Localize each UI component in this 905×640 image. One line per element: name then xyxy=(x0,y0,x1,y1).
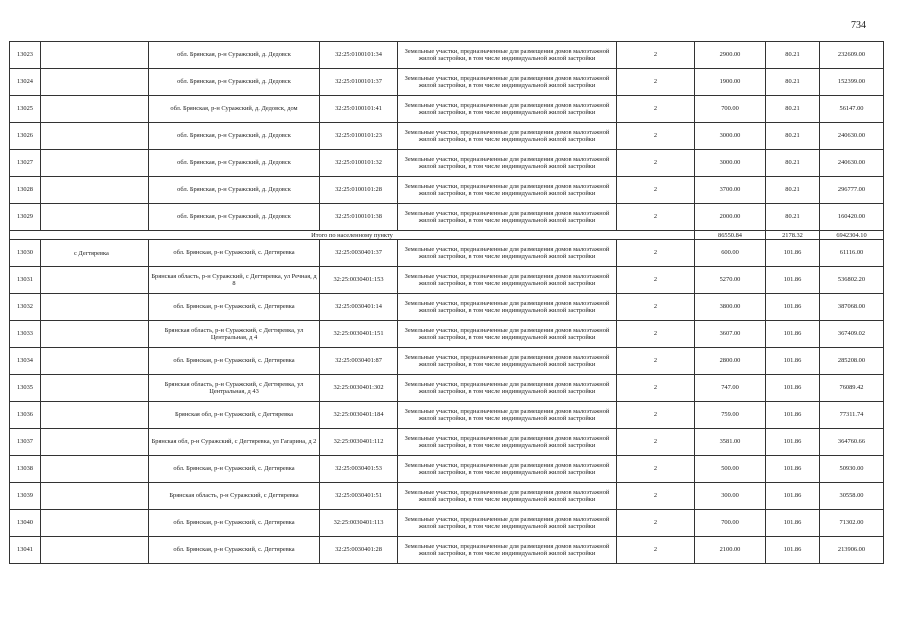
locality-label: с Дегтяревка xyxy=(74,250,109,257)
empty-cell xyxy=(41,42,149,69)
empty-cell xyxy=(41,69,149,96)
value-cell: 240630.00 xyxy=(820,150,884,177)
table-row xyxy=(10,537,884,564)
cadastral-number: 32:25:0030401:113 xyxy=(320,510,398,537)
empty-cell xyxy=(41,402,149,429)
empty-cell xyxy=(41,537,149,564)
rate-cell: 101.86 xyxy=(766,375,820,402)
rate-cell: 101.86 xyxy=(766,267,820,294)
land-category: Земельные участки, предназначенные для размещения домов малоэтажной жилой застройки, в том числе индивидуальной жилой застройки xyxy=(398,294,617,321)
group-cell: 2 xyxy=(617,96,695,123)
area-cell: 3581.00 xyxy=(695,429,766,456)
empty-cell xyxy=(41,123,149,150)
address-cell: обл. Брянская, р-н Суражский, д. Дедовск xyxy=(149,150,320,177)
empty-cell xyxy=(41,348,149,375)
group-cell: 2 xyxy=(617,150,695,177)
area-cell: 500.00 xyxy=(695,456,766,483)
cadastral-number: 32:25:0100101:34 xyxy=(320,42,398,69)
registry-body xyxy=(10,42,884,564)
rate-cell: 80.21 xyxy=(766,204,820,231)
table-row xyxy=(10,240,884,267)
rate-cell: 101.86 xyxy=(766,537,820,564)
cadastral-number: 32:25:0100101:38 xyxy=(320,204,398,231)
empty-cell xyxy=(41,150,149,177)
table-row xyxy=(10,321,884,348)
land-category: Земельные участки, предназначенные для размещения домов малоэтажной жилой застройки, в том числе индивидуальной жилой застройки xyxy=(398,510,617,537)
row-number: 13033 xyxy=(10,321,41,348)
area-cell: 3000.00 xyxy=(695,123,766,150)
cadastral-number: 32:25:0030401:37 xyxy=(320,240,398,267)
table-row xyxy=(10,123,884,150)
rate-cell: 80.21 xyxy=(766,123,820,150)
address-cell: обл. Брянская, р-н Суражский, с. Дегтяревка xyxy=(149,456,320,483)
table-row xyxy=(10,348,884,375)
land-registry-table xyxy=(9,41,884,564)
group-cell: 2 xyxy=(617,267,695,294)
table-row xyxy=(10,267,884,294)
address-cell: обл. Брянская, р-н Суражский, д. Дедовск xyxy=(149,123,320,150)
value-cell: 240630.00 xyxy=(820,123,884,150)
cadastral-number: 32:25:0100101:28 xyxy=(320,177,398,204)
area-cell: 2800.00 xyxy=(695,348,766,375)
rate-cell: 80.21 xyxy=(766,177,820,204)
cadastral-number: 32:25:0030401:28 xyxy=(320,537,398,564)
rate-cell: 80.21 xyxy=(766,150,820,177)
land-category: Земельные участки, предназначенные для размещения домов малоэтажной жилой застройки, в том числе индивидуальной жилой застройки xyxy=(398,402,617,429)
group-cell: 2 xyxy=(617,123,695,150)
table-row xyxy=(10,375,884,402)
group-cell: 2 xyxy=(617,42,695,69)
area-cell: 3800.00 xyxy=(695,294,766,321)
area-cell: 2100.00 xyxy=(695,537,766,564)
land-category: Земельные участки, предназначенные для размещения домов малоэтажной жилой застройки, в том числе индивидуальной жилой застройки xyxy=(398,42,617,69)
total-area: 86550.84 xyxy=(695,231,766,240)
address-cell: обл. Брянская, р-н Суражский, д. Дедовск xyxy=(149,177,320,204)
empty-cell xyxy=(41,429,149,456)
land-category: Земельные участки, предназначенные для размещения домов малоэтажной жилой застройки, в том числе индивидуальной жилой застройки xyxy=(398,456,617,483)
cadastral-number: 32:25:0030401:112 xyxy=(320,429,398,456)
value-cell: 152399.00 xyxy=(820,69,884,96)
empty-cell xyxy=(41,96,149,123)
address-cell: Брянская обл, р-н Суражский, с Дегтяревка, ул Гагарина, д 2 xyxy=(149,429,320,456)
row-number: 13035 xyxy=(10,375,41,402)
area-cell: 700.00 xyxy=(695,96,766,123)
empty-cell xyxy=(41,204,149,231)
value-cell: 30558.00 xyxy=(820,483,884,510)
value-cell: 364760.66 xyxy=(820,429,884,456)
empty-cell xyxy=(41,177,149,204)
area-cell: 759.00 xyxy=(695,402,766,429)
address-cell: обл. Брянская, р-н Суражский, д. Дедовск xyxy=(149,69,320,96)
group-cell: 2 xyxy=(617,240,695,267)
total-value: 6942304.10 xyxy=(820,231,884,240)
table-row xyxy=(10,483,884,510)
address-cell: обл. Брянская, р-н Суражский, д. Дедовск, дом xyxy=(149,96,320,123)
table-row xyxy=(10,429,884,456)
address-cell: обл. Брянская, р-н Суражский, с. Дегтяревка xyxy=(149,294,320,321)
row-number: 13024 xyxy=(10,69,41,96)
total-row xyxy=(10,231,884,240)
row-number: 13039 xyxy=(10,483,41,510)
empty-cell xyxy=(41,456,149,483)
value-cell: 285208.00 xyxy=(820,348,884,375)
value-cell: 367409.02 xyxy=(820,321,884,348)
table-row xyxy=(10,294,884,321)
table-row xyxy=(10,69,884,96)
table-row xyxy=(10,177,884,204)
land-category: Земельные участки, предназначенные для размещения домов малоэтажной жилой застройки, в том числе индивидуальной жилой застройки xyxy=(398,267,617,294)
total-rate: 2178.32 xyxy=(766,231,820,240)
land-category: Земельные участки, предназначенные для размещения домов малоэтажной жилой застройки, в том числе индивидуальной жилой застройки xyxy=(398,123,617,150)
address-cell: Брянская область, р-н Суражский, с Дегтяревка xyxy=(149,483,320,510)
row-number: 13031 xyxy=(10,267,41,294)
area-cell: 3607.00 xyxy=(695,321,766,348)
rate-cell: 101.86 xyxy=(766,321,820,348)
cadastral-number: 32:25:0100101:32 xyxy=(320,150,398,177)
area-cell: 747.00 xyxy=(695,375,766,402)
group-cell: 2 xyxy=(617,456,695,483)
cadastral-number: 32:25:0030401:184 xyxy=(320,402,398,429)
row-number: 13040 xyxy=(10,510,41,537)
group-cell: 2 xyxy=(617,375,695,402)
land-category: Земельные участки, предназначенные для размещения домов малоэтажной жилой застройки, в том числе индивидуальной жилой застройки xyxy=(398,375,617,402)
cadastral-number: 32:25:0030401:53 xyxy=(320,456,398,483)
area-cell: 2000.00 xyxy=(695,204,766,231)
area-cell: 1900.00 xyxy=(695,69,766,96)
rate-cell: 80.21 xyxy=(766,42,820,69)
cadastral-number: 32:25:0030401:302 xyxy=(320,375,398,402)
area-cell: 2900.00 xyxy=(695,42,766,69)
rate-cell: 101.86 xyxy=(766,348,820,375)
land-category: Земельные участки, предназначенные для размещения домов малоэтажной жилой застройки, в том числе индивидуальной жилой застройки xyxy=(398,429,617,456)
area-cell: 600.00 xyxy=(695,240,766,267)
row-number: 13025 xyxy=(10,96,41,123)
value-cell: 76089.42 xyxy=(820,375,884,402)
cadastral-number: 32:25:0100101:41 xyxy=(320,96,398,123)
cadastral-number: 32:25:0100101:37 xyxy=(320,69,398,96)
area-cell: 700.00 xyxy=(695,510,766,537)
value-cell: 56147.00 xyxy=(820,96,884,123)
row-number: 13026 xyxy=(10,123,41,150)
address-cell: обл. Брянская, р-н Суражский, с. Дегтяревка xyxy=(149,240,320,267)
land-category: Земельные участки, предназначенные для размещения домов малоэтажной жилой застройки, в том числе индивидуальной жилой застройки xyxy=(398,96,617,123)
value-cell: 61116.00 xyxy=(820,240,884,267)
table-row xyxy=(10,510,884,537)
empty-cell xyxy=(41,321,149,348)
group-cell: 2 xyxy=(617,429,695,456)
land-category: Земельные участки, предназначенные для размещения домов малоэтажной жилой застройки, в том числе индивидуальной жилой застройки xyxy=(398,240,617,267)
rate-cell: 101.86 xyxy=(766,240,820,267)
area-cell: 5270.00 xyxy=(695,267,766,294)
table-row xyxy=(10,204,884,231)
table-row xyxy=(10,96,884,123)
group-cell: 2 xyxy=(617,177,695,204)
address-cell: Брянская область, р-н Суражский, с Дегтяревка, ул Центральная, д 43 xyxy=(149,375,320,402)
row-number: 13032 xyxy=(10,294,41,321)
cadastral-number: 32:25:0030401:151 xyxy=(320,321,398,348)
cadastral-number: 32:25:0030401:14 xyxy=(320,294,398,321)
land-category: Земельные участки, предназначенные для размещения домов малоэтажной жилой застройки, в том числе индивидуальной жилой застройки xyxy=(398,321,617,348)
empty-cell xyxy=(41,510,149,537)
group-cell: 2 xyxy=(617,537,695,564)
value-cell: 232609.00 xyxy=(820,42,884,69)
address-cell: обл. Брянская, р-н Суражский, с. Дегтяревка xyxy=(149,348,320,375)
rate-cell: 101.86 xyxy=(766,510,820,537)
row-number: 13030 xyxy=(10,240,41,267)
area-cell: 3000.00 xyxy=(695,150,766,177)
address-cell: Брянская обл, р-н Суражский, с Дегтяревка xyxy=(149,402,320,429)
address-cell: обл. Брянская, р-н Суражский, д. Дедовск xyxy=(149,204,320,231)
group-cell: 2 xyxy=(617,204,695,231)
row-number: 13027 xyxy=(10,150,41,177)
group-cell: 2 xyxy=(617,321,695,348)
row-number: 13028 xyxy=(10,177,41,204)
area-cell: 300.00 xyxy=(695,483,766,510)
cadastral-number: 32:25:0100101:23 xyxy=(320,123,398,150)
land-category: Земельные участки, предназначенные для размещения домов малоэтажной жилой застройки, в том числе индивидуальной жилой застройки xyxy=(398,537,617,564)
cadastral-number: 32:25:0030401:87 xyxy=(320,348,398,375)
value-cell: 536802.20 xyxy=(820,267,884,294)
address-cell: обл. Брянская, р-н Суражский, с. Дегтяревка xyxy=(149,537,320,564)
rate-cell: 101.86 xyxy=(766,429,820,456)
group-cell: 2 xyxy=(617,483,695,510)
page-number: 734 xyxy=(851,20,866,31)
area-cell: 3700.00 xyxy=(695,177,766,204)
rate-cell: 101.86 xyxy=(766,294,820,321)
rate-cell: 80.21 xyxy=(766,69,820,96)
table-row xyxy=(10,150,884,177)
rate-cell: 101.86 xyxy=(766,483,820,510)
empty-cell xyxy=(41,294,149,321)
rate-cell: 101.86 xyxy=(766,456,820,483)
row-number: 13023 xyxy=(10,42,41,69)
value-cell: 213906.00 xyxy=(820,537,884,564)
group-cell: 2 xyxy=(617,510,695,537)
land-category: Земельные участки, предназначенные для размещения домов малоэтажной жилой застройки, в том числе индивидуальной жилой застройки xyxy=(398,69,617,96)
value-cell: 160420.00 xyxy=(820,204,884,231)
cadastral-number: 32:25:0030401:51 xyxy=(320,483,398,510)
land-category: Земельные участки, предназначенные для размещения домов малоэтажной жилой застройки, в том числе индивидуальной жилой застройки xyxy=(398,150,617,177)
value-cell: 77311.74 xyxy=(820,402,884,429)
total-label: Итого по населенному пункту xyxy=(10,231,695,240)
group-cell: 2 xyxy=(617,294,695,321)
empty-cell xyxy=(41,375,149,402)
land-category: Земельные участки, предназначенные для размещения домов малоэтажной жилой застройки, в том числе индивидуальной жилой застройки xyxy=(398,204,617,231)
address-cell: обл. Брянская, р-н Суражский, д. Дедовск xyxy=(149,42,320,69)
land-category: Земельные участки, предназначенные для размещения домов малоэтажной жилой застройки, в том числе индивидуальной жилой застройки xyxy=(398,348,617,375)
value-cell: 296777.00 xyxy=(820,177,884,204)
group-cell: 2 xyxy=(617,69,695,96)
address-cell: Брянская область, р-н Суражский, с Дегтяревка, ул Центральная, д 4 xyxy=(149,321,320,348)
row-number: 13034 xyxy=(10,348,41,375)
empty-cell xyxy=(41,483,149,510)
empty-cell xyxy=(41,267,149,294)
rate-cell: 101.86 xyxy=(766,402,820,429)
value-cell: 50930.00 xyxy=(820,456,884,483)
table-row xyxy=(10,456,884,483)
address-cell: обл. Брянская, р-н Суражский, с. Дегтяревка xyxy=(149,510,320,537)
row-number: 13037 xyxy=(10,429,41,456)
group-cell: 2 xyxy=(617,402,695,429)
row-number: 13036 xyxy=(10,402,41,429)
table-row xyxy=(10,402,884,429)
value-cell: 71302.00 xyxy=(820,510,884,537)
row-number: 13029 xyxy=(10,204,41,231)
land-category: Земельные участки, предназначенные для размещения домов малоэтажной жилой застройки, в том числе индивидуальной жилой застройки xyxy=(398,483,617,510)
value-cell: 387068.00 xyxy=(820,294,884,321)
table-row xyxy=(10,42,884,69)
address-cell: Брянская область, р-н Суражский, с Дегтяревка, ул Речная, д 8 xyxy=(149,267,320,294)
land-category: Земельные участки, предназначенные для размещения домов малоэтажной жилой застройки, в том числе индивидуальной жилой застройки xyxy=(398,177,617,204)
row-number: 13038 xyxy=(10,456,41,483)
cadastral-number: 32:25:0030401:153 xyxy=(320,267,398,294)
group-cell: 2 xyxy=(617,348,695,375)
row-number: 13041 xyxy=(10,537,41,564)
rate-cell: 80.21 xyxy=(766,96,820,123)
